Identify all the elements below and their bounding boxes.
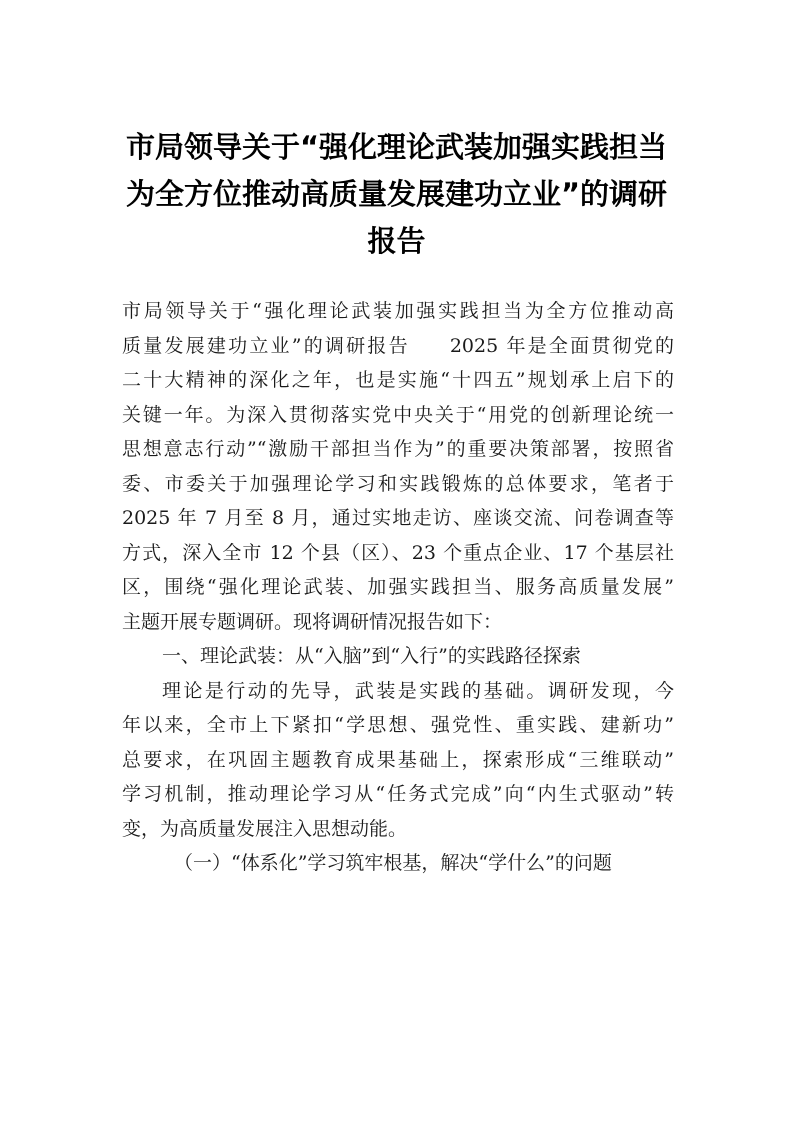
text-line: 年以来，全市上下紧扣“学思想、强党性、重实践、建新功”: [122, 714, 674, 736]
text-line: 主题开展专题调研。现将调研情况报告如下：: [122, 610, 503, 633]
title-line-3: 报告: [367, 224, 426, 258]
text-line: 理论是行动的先导，武装是实践的基础。调研发现，今: [162, 679, 674, 702]
text-line: 思想意志行动”“激励干部担当作为”的重要决策部署，按照省: [122, 438, 674, 460]
subsection-heading-1: （一）“体系化”学习筑牢根基，解决“学什么”的问题: [174, 852, 612, 874]
text-segment: 质量发展建功立业”的调研报告: [122, 334, 410, 357]
text-line: 变，为高质量发展注入思想动能。: [122, 817, 408, 840]
paragraph-theory: [122, 674, 674, 847]
text-line: 关键一年。为深入贯彻落实党中央关于“用党的创新理论统一: [122, 403, 674, 426]
text-line: [122, 329, 674, 364]
section-heading-1: 一、理论武装：从“入脑”到“入行”的实践路径探索: [162, 645, 581, 667]
document-title: [110, 124, 683, 265]
text-line: 方式，深入全市 12 个县（区）、23 个重点企业、17 个基层社: [122, 541, 674, 564]
title-line-2: 为全方位推动高质量发展建功立业”的调研: [125, 177, 668, 211]
text-line: 二十大精神的深化之年，也是实施“十四五”规划承上启下的: [122, 369, 674, 391]
paragraph-intro: [122, 294, 674, 639]
text-line: 区，围绕“强化理论武装、加强实践担当、服务高质量发展”: [122, 576, 674, 598]
text-line: 学习机制，推动理论学习从“任务式完成”向“内生式驱动”转: [122, 783, 674, 805]
text-line: 委、市委关于加强理论学习和实践锻炼的总体要求，笔者于: [122, 472, 674, 495]
text-line: 2025 年 7 月至 8 月，通过实地走访、座谈交流、问卷调查等: [122, 507, 674, 529]
title-line-1: 市局领导关于“强化理论武装加强实践担当: [125, 130, 668, 164]
text-segment: 2025 年是全面贯彻党的: [449, 334, 674, 357]
document-body: [122, 294, 674, 881]
text-line: 市局领导关于“强化理论武装加强实践担当为全方位推动高: [122, 300, 674, 322]
text-line: 总要求，在巩固主题教育成果基础上，探索形成“三维联动”: [122, 748, 674, 771]
